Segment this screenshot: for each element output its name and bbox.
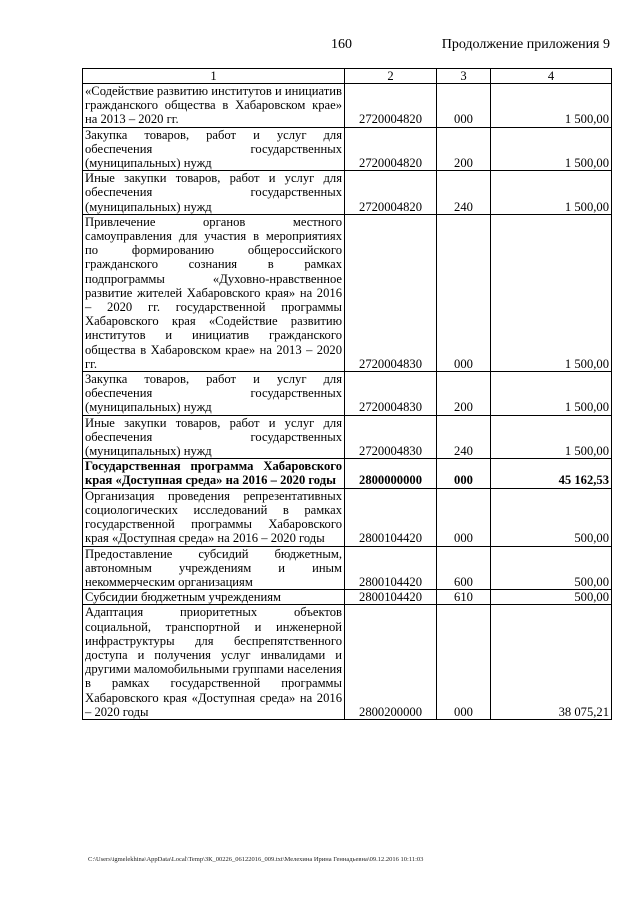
target-article-code: 2720004820 (345, 84, 437, 128)
budget-item-name: Закупка товаров, работ и услуг для обеспечения государственных (муниципальных) нужд (83, 372, 345, 416)
target-article-code: 2800104420 (345, 488, 437, 546)
budget-item-name: Закупка товаров, работ и услуг для обеспечения государственных (муниципальных) нужд (83, 127, 345, 171)
budget-item-name: Субсидии бюджетным учреждениям (83, 590, 345, 605)
expense-type-code: 200 (437, 127, 491, 171)
target-article-code: 2720004830 (345, 372, 437, 416)
column-header: 2 (345, 69, 437, 84)
expense-type-code: 000 (437, 488, 491, 546)
expense-type-code: 000 (437, 459, 491, 488)
file-path-footer: C:\Users\igmelekhina\AppData\Local\Temp\ЗК_00226_06122016_009.txt\Мелехина Ирина Геннадьевна\09.12.2016 10:11:03 (88, 856, 424, 863)
column-header: 3 (437, 69, 491, 84)
table-row (83, 415, 612, 459)
amount-value: 1 500,00 (491, 127, 612, 171)
table-row (83, 127, 612, 171)
budget-item-name: Предоставление субсидий бюджетным, автономным учреждениям и иным некоммерческим организациям (83, 546, 345, 590)
budget-table (82, 68, 612, 720)
page-number: 160 (331, 37, 352, 52)
expense-type-code: 600 (437, 546, 491, 590)
amount-value: 38 075,21 (491, 605, 612, 720)
expense-type-code: 000 (437, 84, 491, 128)
table-row (83, 84, 612, 128)
target-article-code: 2720004820 (345, 127, 437, 171)
expense-type-code: 240 (437, 171, 491, 215)
table-header-row (83, 69, 612, 84)
target-article-code: 2800104420 (345, 590, 437, 605)
expense-type-code: 000 (437, 214, 491, 371)
budget-item-name: «Содействие развитию институтов и инициатив гражданского общества в Хабаровском крае» на 2013 – 2020 гг. (83, 84, 345, 128)
budget-item-name: Государственная программа Хабаровского края «Доступная среда» на 2016 – 2020 годы (83, 459, 345, 488)
table-row (83, 171, 612, 215)
amount-value: 45 162,53 (491, 459, 612, 488)
table-row (83, 214, 612, 371)
amount-value: 1 500,00 (491, 84, 612, 128)
expense-type-code: 240 (437, 415, 491, 459)
table-row (83, 459, 612, 488)
target-article-code: 2800200000 (345, 605, 437, 720)
table-row (83, 546, 612, 590)
budget-item-name: Иные закупки товаров, работ и услуг для обеспечения государственных (муниципальных) нужд (83, 415, 345, 459)
expense-type-code: 200 (437, 372, 491, 416)
amount-value: 1 500,00 (491, 415, 612, 459)
column-header: 4 (491, 69, 612, 84)
expense-type-code: 000 (437, 605, 491, 720)
amount-value: 1 500,00 (491, 171, 612, 215)
amount-value: 500,00 (491, 590, 612, 605)
target-article-code: 2800104420 (345, 546, 437, 590)
budget-item-name: Организация проведения репрезентативных социологических исследований в рамках государственной программы Хабаровского края «Доступная среда» на 2016 – 2020 годы (83, 488, 345, 546)
table-row (83, 488, 612, 546)
column-header: 1 (83, 69, 345, 84)
budget-item-name: Привлечение органов местного самоуправления для участия в мероприятиях по формированию общероссийского гражданского сознания в рамках подпрограммы «Духовно-нравственное развитие жителей Хабаровского края» на 2016 – 2020 гг. государственной программы Хабаровского края «Содействие развитию институтов и инициатив гражданского общества в Хабаровском крае» на 2013 – 2020 гг. (83, 214, 345, 371)
target-article-code: 2720004830 (345, 415, 437, 459)
target-article-code: 2720004830 (345, 214, 437, 371)
target-article-code: 2720004820 (345, 171, 437, 215)
amount-value: 500,00 (491, 546, 612, 590)
budget-item-name: Иные закупки товаров, работ и услуг для обеспечения государственных (муниципальных) нужд (83, 171, 345, 215)
table-row (83, 590, 612, 605)
continuation-title: Продолжение приложения 9 (441, 37, 610, 52)
amount-value: 1 500,00 (491, 372, 612, 416)
target-article-code: 2800000000 (345, 459, 437, 488)
table-row (83, 372, 612, 416)
amount-value: 1 500,00 (491, 214, 612, 371)
expense-type-code: 610 (437, 590, 491, 605)
table-row (83, 605, 612, 720)
amount-value: 500,00 (491, 488, 612, 546)
budget-item-name: Адаптация приоритетных объектов социальной, транспортной и инженерной инфраструктуры для беспрепятственного доступа и получения услуг инвалидами и другими маломобильными группами населения в рамках государственной программы Хабаровского края «Доступная среда» на 2016 – 2020 годы (83, 605, 345, 720)
